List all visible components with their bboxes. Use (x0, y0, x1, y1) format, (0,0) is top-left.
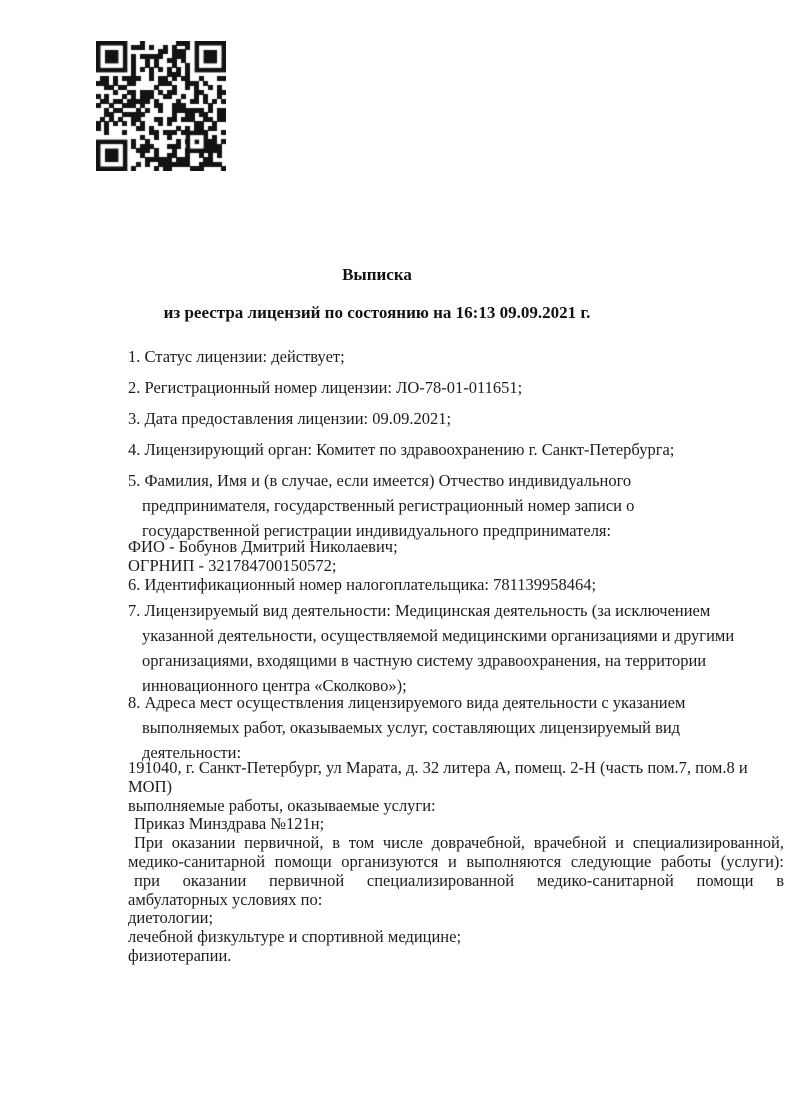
field-grant-date (128, 406, 748, 431)
field-line: предпринимателя, государственный регистрационный номер записи о (142, 496, 635, 515)
outpatient-care-line: амбулаторных условиях по: (128, 889, 323, 909)
field-line: 1. Статус лицензии: действует; (128, 347, 345, 366)
address-line: МОП) (128, 776, 172, 796)
field-registration-number (128, 375, 748, 400)
fio-line: ФИО - Бобунов Дмитрий Николаевич; (128, 537, 398, 556)
ogrnip-line: ОГРНИП - 321784700150572; (128, 555, 337, 575)
field-line: государственной регистрации индивидуального предпринимателя: (142, 521, 612, 540)
license-fields-list (128, 344, 748, 549)
document-subtitle: из реестра лицензий по состоянию на 16:13 09.09.2021 г. (163, 303, 591, 322)
field-activity-addresses (128, 690, 748, 765)
service-dietology: диетологии; (128, 908, 214, 928)
field-licensing-authority (128, 437, 748, 462)
works-services-label: выполняемые работы, оказываемые услуги: (128, 795, 436, 815)
field-line: инновационного центра «Сколково»); (142, 676, 407, 695)
field-line: 8. Адреса мест осуществления лицензируемого вида деятельности с указанием (128, 693, 686, 712)
field-line: 7. Лицензируемый вид деятельности: Медицинская деятельность (за исключением (128, 601, 711, 620)
field-entrepreneur-info (128, 468, 748, 543)
document-header (128, 262, 626, 326)
field-line: деятельности: (142, 743, 242, 762)
field-line: 5. Фамилия, Имя и (в случае, если имеется) Отчество индивидуального (128, 471, 632, 490)
field-line: выполняемых работ, оказываемых услуг, составляющих лицензируемый вид (142, 718, 681, 737)
field-line: 4. Лицензирующий орган: Комитет по здравоохранению г. Санкт-Петербурга; (128, 440, 675, 459)
field-line: 2. Регистрационный номер лицензии: ЛО-78-01-011651; (128, 378, 523, 397)
field-line: организациями, входящими в частную систему здравоохранения, на территории (142, 651, 707, 670)
outpatient-care-line: при оказании первичной специализированной медико-санитарной помощи в (134, 870, 784, 890)
qr-code-icon (96, 41, 226, 171)
minzdrav-order-line: Приказ Минздрава №121н; (134, 814, 325, 834)
field-line: 3. Дата предоставления лицензии: 09.09.2021; (128, 409, 452, 428)
field-line: указанной деятельности, осуществляемой медицинскими организациями и другими (142, 626, 735, 645)
service-physiotherapy: физиотерапии. (128, 945, 232, 965)
inn-line: 6. Идентификационный номер налогоплательщика: 781139958464; (128, 574, 597, 594)
field-license-status (128, 344, 748, 369)
address-line: 191040, г. Санкт-Петербург, ул Марата, д. 32 литера А, помещ. 2-Н (часть пом.7, пом.8 и (128, 758, 748, 777)
address-and-services-block (128, 759, 784, 966)
registrant-block (128, 538, 748, 594)
document-title: Выписка (342, 265, 412, 284)
service-physical-therapy-sports-medicine: лечебной физкультуре и спортивной медицине; (128, 927, 462, 947)
field-licensed-activity (128, 598, 748, 698)
primary-care-line: При оказании первичной, в том числе доврачебной, врачебной и специализированной, (134, 833, 784, 853)
primary-care-line: медико-санитарной помощи организуются и выполняются следующие работы (услуги): (128, 851, 784, 871)
